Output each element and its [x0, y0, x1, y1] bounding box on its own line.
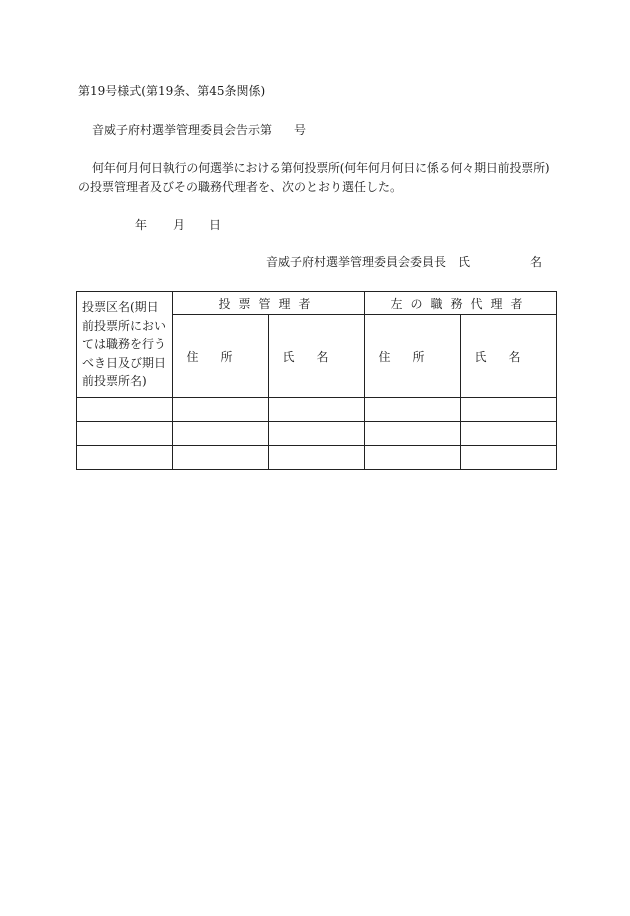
- signer-name-suffix: 名: [530, 255, 543, 269]
- table-row: [77, 422, 557, 446]
- deputy-group-header: 左の職務代理者: [365, 292, 557, 315]
- notice-suffix: 号: [294, 123, 307, 137]
- table-row: [77, 446, 557, 470]
- deputy-name-header: 氏名: [461, 315, 557, 398]
- signer-title: 音威子府村選挙管理委員会委員長 氏: [266, 255, 471, 269]
- manager-address-header: 住所: [173, 315, 269, 398]
- date-day: 日: [209, 218, 222, 232]
- deputy-address-header: 住所: [365, 315, 461, 398]
- form-label: 第19号様式(第19条、第45条関係): [78, 84, 266, 98]
- manager-name-header: 氏名: [269, 315, 365, 398]
- date-line: [135, 219, 221, 231]
- date-year: 年: [135, 218, 148, 232]
- date-month: 月: [173, 218, 186, 232]
- notice-number-line: [92, 124, 306, 136]
- polling-manager-table: [76, 291, 557, 470]
- signer-line: [266, 256, 542, 268]
- notice-prefix: 音威子府村選挙管理委員会告示第: [92, 123, 273, 137]
- body-text-line-2: の投票管理者及びその職務代理者を、次のとおり選任した。: [78, 180, 403, 194]
- manager-group-header: 投票管理者: [173, 292, 365, 315]
- body-text-line-1: 何年何月何日執行の何選挙における第何投票所(何年何月何日に係る何々期日前投票所): [92, 161, 550, 175]
- district-header: 投票区名(期日前投票所においては職務を行うべき日及び期日前投票所名): [77, 292, 173, 398]
- table-row: [77, 398, 557, 422]
- table-header-row: [77, 292, 557, 315]
